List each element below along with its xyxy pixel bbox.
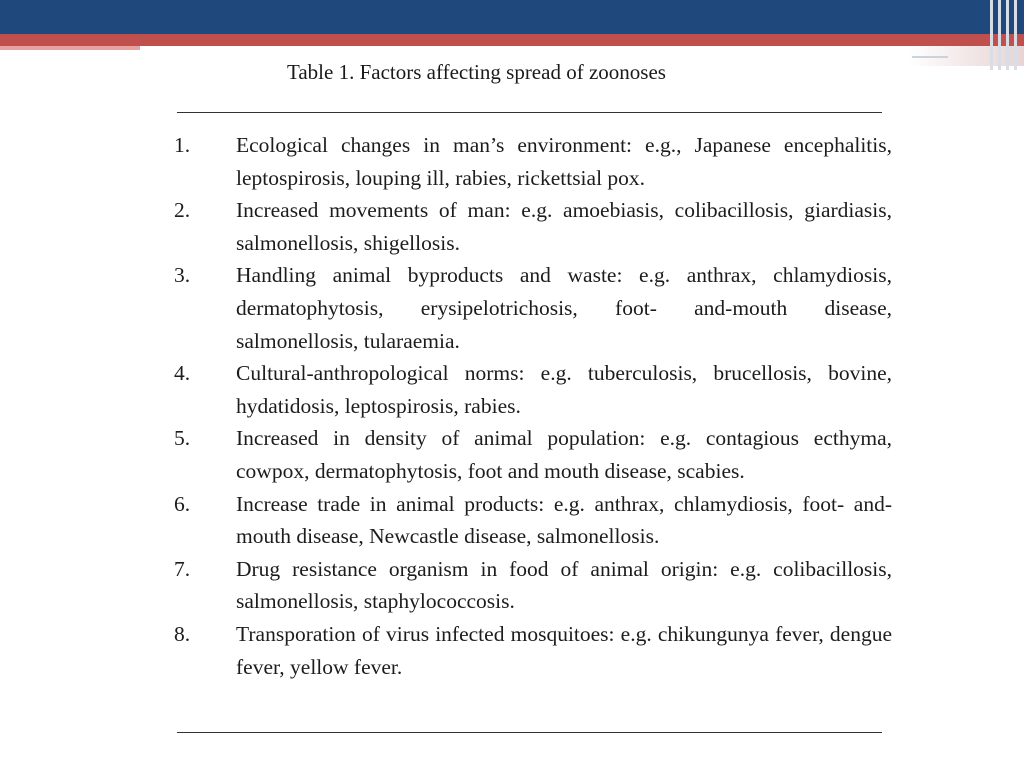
item-number: 1. [174, 133, 191, 157]
list-item [172, 129, 892, 194]
item-text: Handling animal byproducts and waste: e.g. anthrax, chlamydiosis, dermatophytosis, erysipelotrichosis, foot- and-mouth disease, salmonellosis, tularaemia. [236, 263, 892, 353]
item-number: 6. [174, 491, 191, 516]
item-text: Increased in density of animal population: e.g. contagious ecthyma, cowpox, dermatophytosis, foot and mouth disease, scabies. [236, 426, 892, 483]
list-item [172, 194, 892, 259]
top-rule [177, 112, 882, 113]
item-number: 3. [174, 263, 191, 288]
item-text: Transporation of virus infected mosquitoes: e.g. chikungunya fever, dengue fever, yellow fever. [236, 621, 892, 679]
item-text: Cultural-anthropological norms: e.g. tuberculosis, brucellosis, bovine, hydatidosis, leptospirosis, rabies. [236, 361, 892, 418]
bottom-rule [177, 732, 882, 733]
table-image [142, 46, 908, 768]
accent-bar-shadow [0, 46, 140, 50]
list-item [172, 259, 892, 357]
item-number: 4. [174, 361, 191, 386]
list-item [172, 422, 892, 487]
table-title: Table 1. Factors affecting spread of zoonoses [287, 60, 666, 84]
item-number: 7. [174, 556, 191, 581]
corner-stripe [1006, 0, 1009, 70]
item-text: Increase trade in animal products: e.g. anthrax, chlamydiosis, foot- and-mouth disease, Newcastle disease, salmonellosis. [236, 491, 892, 549]
accent-bar [0, 34, 1024, 46]
corner-stripe [990, 0, 993, 70]
corner-stripe [1014, 0, 1017, 70]
list-item [172, 618, 892, 683]
item-number: 5. [174, 426, 191, 451]
item-number: 8. [174, 621, 191, 646]
item-text: Increased movements of man: e.g. amoebiasis, colibacillosis, giardiasis, salmonellosis, shigellosis. [236, 198, 892, 255]
header-bar [0, 0, 1024, 34]
list-item [172, 488, 892, 553]
factor-list [172, 129, 892, 683]
accent-fade-line [912, 56, 948, 58]
item-text: Ecological changes in man’s environment: e.g., Japanese encephalitis, leptospirosis, louping ill, rabies, rickettsial pox. [236, 133, 892, 190]
list-item [172, 553, 892, 618]
item-number: 2. [174, 198, 191, 223]
item-text: Drug resistance organism in food of animal origin: e.g. colibacillosis, salmonellosis, staphylococcosis. [236, 556, 892, 614]
list-item [172, 357, 892, 422]
corner-stripe [998, 0, 1001, 70]
corner-decoration [984, 0, 1024, 70]
